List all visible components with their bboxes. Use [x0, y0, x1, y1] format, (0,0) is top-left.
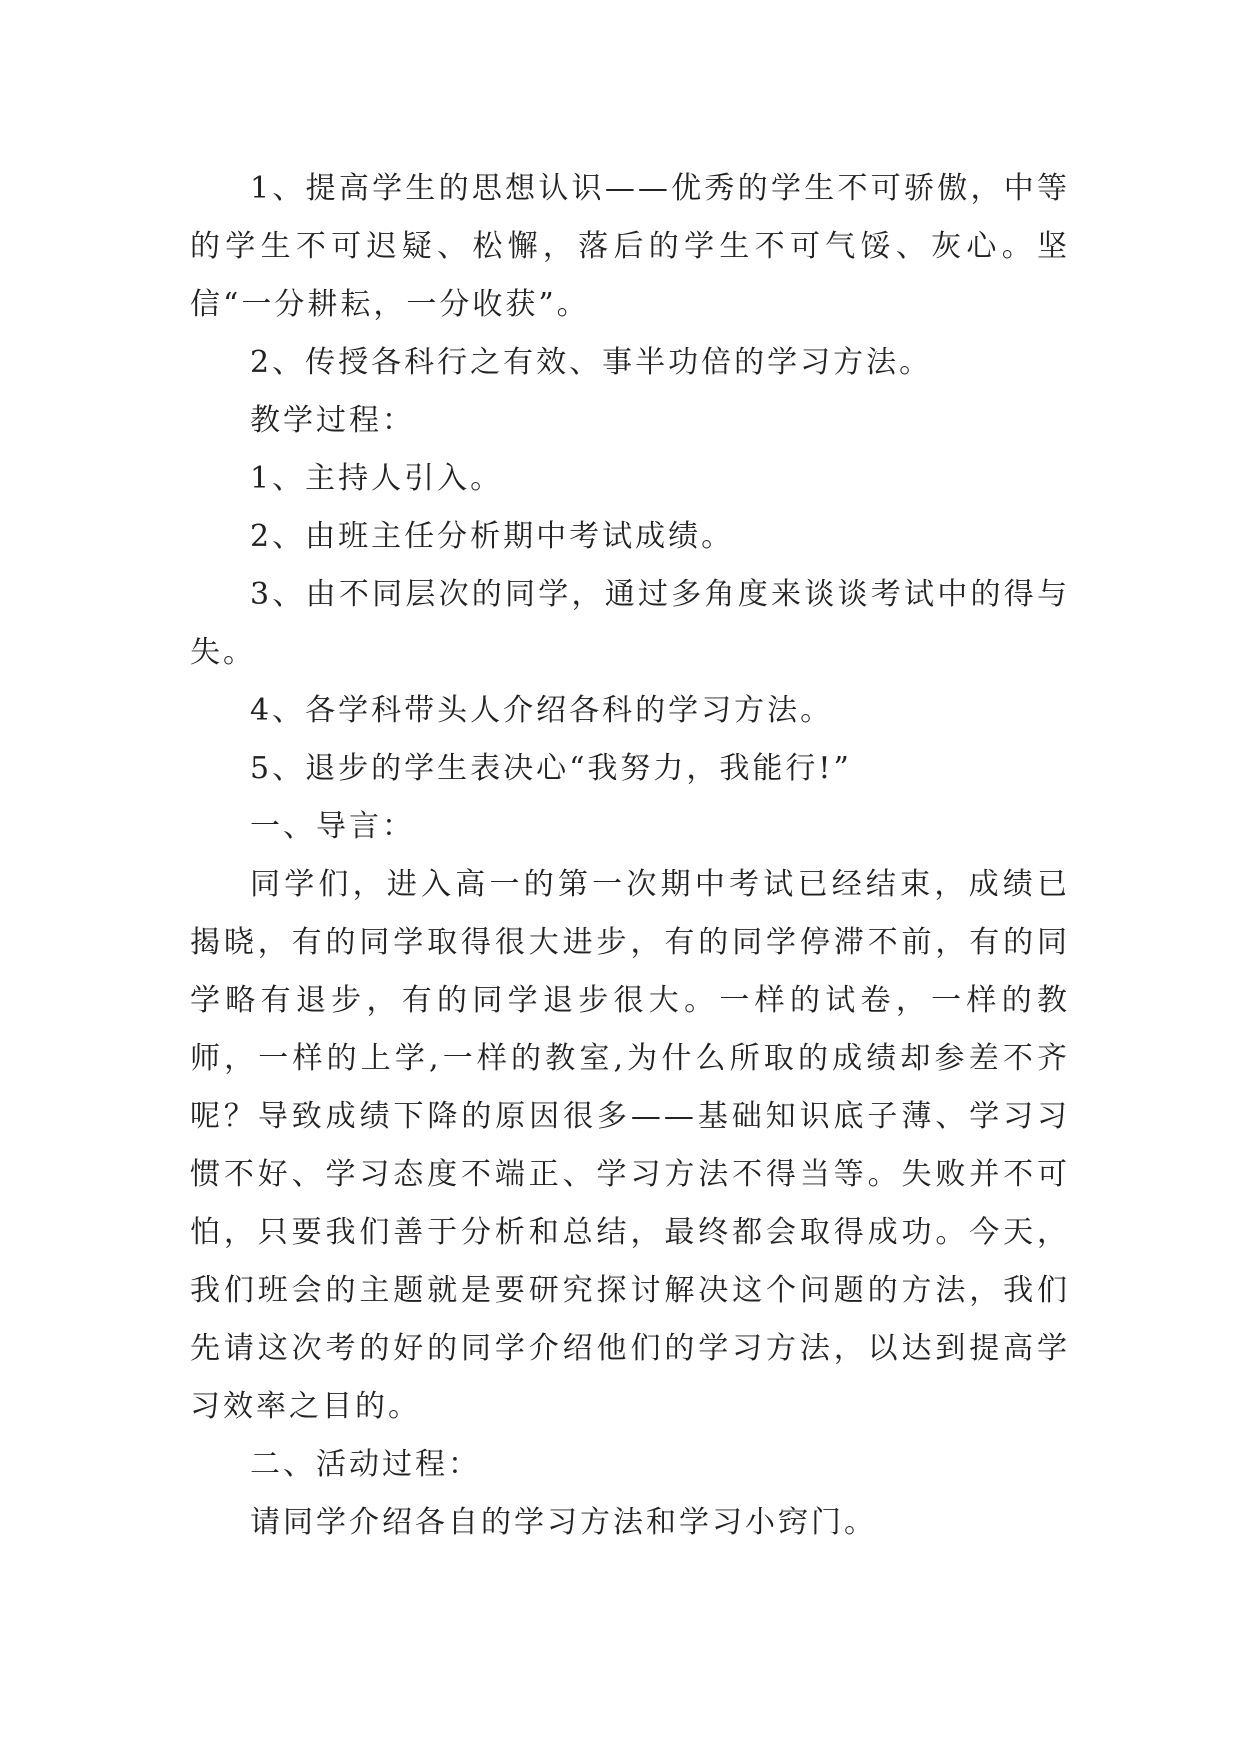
- paragraph-goal-1: 1、提高学生的思想认识——优秀的学生不可骄傲，中等的学生不可迟疑、松懈，落后的学生不可气馁、灰心。坚信“一分耕耘，一分收获”。: [190, 171, 1070, 322]
- paragraph-step-3: 3、由不同层次的同学，通过多角度来谈谈考试中的得与失。: [190, 577, 1070, 670]
- paragraph-introduction-body: 同学们，进入高一的第一次期中考试已经结束，成绩已揭晓，有的同学取得很大进步，有的同学停滞不前，有的同学略有退步，有的同学退步很大。一样的试卷，一样的教师，一样的上学,一样的教室,为什么所取的成绩却参差不齐呢？导致成绩下降的原因很多——基础知识底子薄、学习习惯不好、学习态度不端正、学习方法不得当等。失败并不可怕，只要我们善于分析和总结，最终都会取得成功。今天，我们班会的主题就是要研究探讨解决这个问题的方法，我们先请这次考的好的同学介绍他们的学习方法，以达到提高学习效率之目的。: [190, 867, 1070, 1424]
- paragraph-step-1: 1、主持人引入。: [250, 461, 504, 496]
- paragraph-goal-2: 2、传授各科行之有效、事半功倍的学习方法。: [250, 345, 933, 380]
- paragraph-activity-body: 请同学介绍各自的学习方法和学习小窍门。: [250, 1505, 877, 1540]
- heading-activity-process: 二、活动过程：: [250, 1447, 481, 1482]
- paragraph-step-5: 5、退步的学生表决心“我努力，我能行!”: [250, 751, 852, 786]
- heading-teaching-process: 教学过程：: [250, 403, 415, 438]
- paragraph-step-4: 4、各学科带头人介绍各科的学习方法。: [250, 693, 834, 728]
- document-body: [190, 160, 1070, 1552]
- paragraph-step-2: 2、由班主任分析期中考试成绩。: [250, 519, 735, 554]
- heading-introduction: 一、导言：: [250, 809, 415, 844]
